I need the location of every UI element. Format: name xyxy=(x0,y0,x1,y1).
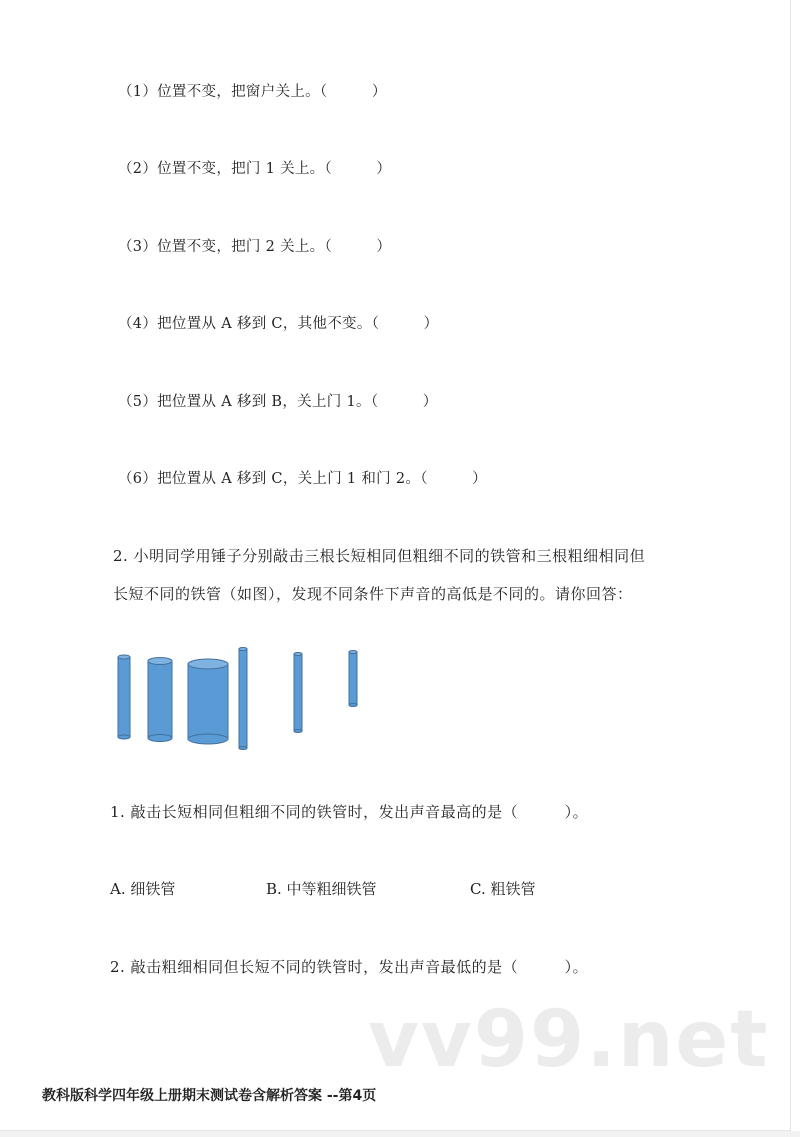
thin-tube xyxy=(118,655,130,739)
question-1-4: （4）把位置从 A 移到 C，其他不变。（ ） xyxy=(118,316,439,332)
question-2-sub1: 1. 敲击长短相同但粗细不同的铁管时，发出声音最高的是（ ）。 xyxy=(110,803,589,821)
question-2-intro-line1: 2. 小明同学用锤子分别敲击三根长短相同但粗细不同的铁管和三根粗细相同但 xyxy=(113,547,646,565)
option-a: A. 细铁管 xyxy=(110,880,176,898)
thick-tube xyxy=(188,659,228,744)
question-1-1: （1）位置不变，把窗户关上。（ ） xyxy=(118,84,387,100)
medium-length-tube xyxy=(294,653,302,733)
question-2-sub2: 2. 敲击粗细相同但长短不同的铁管时，发出声音最低的是（ ）。 xyxy=(110,958,589,976)
question-2-intro-line2: 长短不同的铁管（如图），发现不同条件下声音的高低是不同的。请你回答： xyxy=(113,585,633,603)
watermark: vv99.net xyxy=(368,995,770,1085)
option-b: B. 中等粗细铁管 xyxy=(266,880,377,898)
medium-tube xyxy=(148,658,172,742)
short-tube xyxy=(349,651,357,707)
question-1-6: （6）把位置从 A 移到 C，关上门 1 和门 2。（ ） xyxy=(118,471,487,487)
iron-tubes-figure xyxy=(110,645,380,755)
page-bottom-edge xyxy=(0,1131,800,1137)
question-1-5: （5）把位置从 A 移到 B，关上门 1。（ ） xyxy=(118,394,438,410)
question-1-2: （2）位置不变，把门 1 关上。（ ） xyxy=(118,161,392,177)
long-tube xyxy=(239,648,247,750)
question-1-3: （3）位置不变，把门 2 关上。（ ） xyxy=(118,239,392,255)
page-footer: 教科版科学四年级上册期末测试卷含解析答案 --第4页 xyxy=(42,1088,377,1104)
option-c: C. 粗铁管 xyxy=(470,880,536,898)
